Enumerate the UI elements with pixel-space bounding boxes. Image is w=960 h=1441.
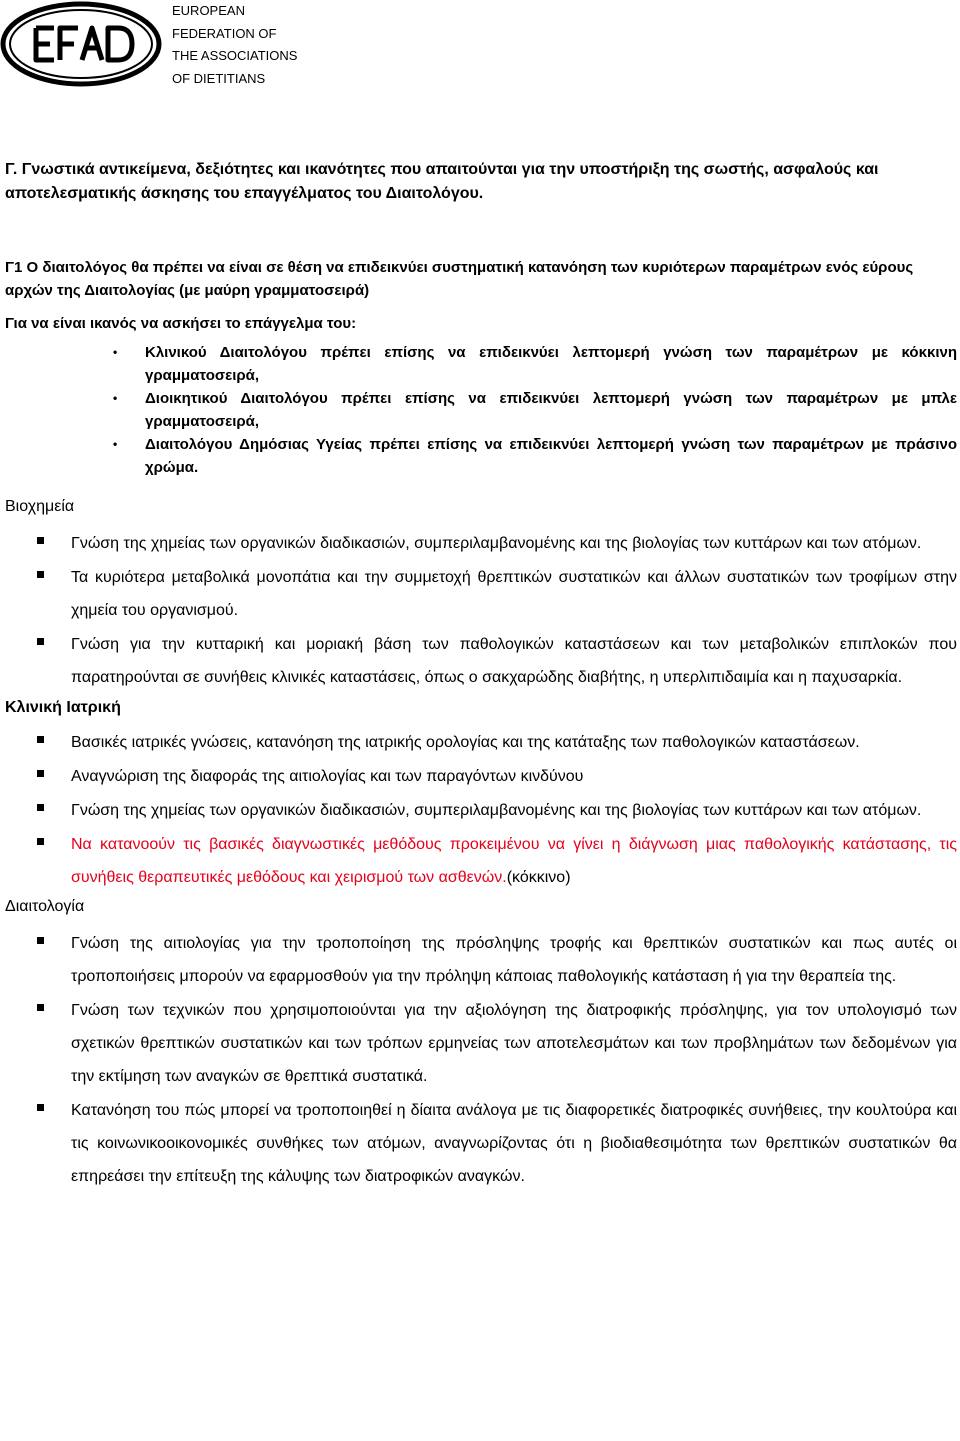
efad-logo (0, 0, 162, 90)
clinical-list (5, 726, 957, 894)
org-line: FEDERATION OF (172, 25, 277, 41)
red-note: (κόκκινο) (506, 869, 571, 886)
role-item: • Διοικητικού Διαιτολόγου πρέπει επίσης να επιδεικνύει λεπτομερή γνώση των παραμέτρων με μπλε γραμματοσειρά, (145, 387, 957, 433)
biochem-title: Βιοχημεία (5, 498, 75, 515)
org-line: THE ASSOCIATIONS (172, 48, 298, 63)
biochem-list (5, 527, 957, 694)
role-item: • Κλινικού Διαιτολόγου πρέπει επίσης να επιδεικνύει λεπτομερή γνώση των παραμέτρων με κόκκινη γραμματοσειρά, (145, 341, 957, 387)
role-item: • Διαιτολόγου Δημόσιας Υγείας πρέπει επίσης να επιδεικνύει λεπτομερή γνώση των παραμέτρων με πράσινο χρώμα. (145, 433, 957, 479)
dietetics-title: Διαιτολογία (5, 898, 85, 915)
list-item: Γνώση της αιτιολογίας για την τροποποίηση της πρόσληψης τροφής και θρεπτικών συστατικών και πως αυτές οι τροποποιήσεις μπορούν να εφαρμοσθούν για την πρόληψη κάποιας παθολογικής κατάσταση ή για την θεραπεία της. (71, 927, 957, 993)
list-item: Γνώση της χημείας των οργανικών διαδικασιών, συμπεριλαμβανομένης και της βιολογίας των κυττάρων και των ατόμων. (71, 527, 957, 560)
list-item: Γνώση για την κυτταρική και μοριακή βάση των παθολογικών καταστάσεων και των μεταβολικών επιπλοκών που παρατηρούνται σε συνήθεις κλινικές καταστάσεις, όπως ο σακχαρώδης διαβήτης, η υπερλιπιδαιμία και η παχυσαρκία. (71, 628, 957, 694)
list-item-red (71, 828, 957, 894)
g1-heading: Γ1 Ο διαιτολόγος θα πρέπει να είναι σε θέση να επιδεικνύει συστηματική κατανόηση των κυριότερων παραμέτρων ενός εύρους αρχών της Διαιτολογίας (με μαύρη γραμματοσειρά) (5, 259, 914, 299)
page-header (0, 0, 960, 100)
list-item: Τα κυριότερα μεταβολικά μονοπάτια και την συμμετοχή θρεπτικών συστατικών και άλλων συστατικών των τροφίμων στην χημεία του οργανισμού. (71, 561, 957, 627)
intro-text: Για να είναι ικανός να ασκήσει το επάγγελμα του: (5, 315, 357, 332)
red-text: Να κατανοούν τις βασικές διαγνωστικές μεθόδους προκειμένου να γίνει η διάγνωση μιας παθολογικής κατάστασης, τις συνήθεις θεραπευτικές μεθόδους και χειρισμού των ασθενών. (71, 836, 957, 886)
organization-name (172, 0, 297, 90)
list-item: Γνώση της χημείας των οργανικών διαδικασιών, συμπεριλαμβανομένης και της βιολογίας των κυττάρων και των ατόμων. (71, 794, 957, 827)
clinical-title: Κλινική Ιατρική (5, 699, 121, 716)
list-item: Γνώση των τεχνικών που χρησιμοποιούνται για την αξιολόγηση της διατροφικής πρόσληψης, για τον υπολογισμό των σχετικών θρεπτικών συστατικών και των τρόπων ερμηνείας των αποτελεσμάτων και των προβλημάτων των δεδομένων για την εκτίμηση των αναγκών σε θρεπτικά συστατικά. (71, 994, 957, 1093)
org-line: EUROPEAN (172, 3, 245, 18)
list-item: Αναγνώριση της διαφοράς της αιτιολογίας και των παραγόντων κινδύνου (71, 760, 957, 793)
org-line: OF DIETITIANS (172, 70, 266, 86)
section-heading: Γ. Γνωστικά αντικείμενα, δεξιότητες και ικανότητες που απαιτούνται για την υποστήριξη της σωστής, ασφαλούς και αποτελεσματικής άσκησης του επαγγέλματος του Διαιτολόγου. (5, 161, 879, 202)
document-body (5, 158, 957, 1194)
list-item: Κατανόηση του πώς μπορεί να τροποποιηθεί η δίαιτα ανάλογα με τις διαφορετικές διατροφικές συνήθειες, την κουλτούρα και τις κοινωνικοοικονομικές συνθήκες των ατόμων, αναγνωρίζοντας ότι η βιοδιαθεσιμότητα των θρεπτικών συστατικών θα επηρεάσει την επίτευξη της κάλυψης των διατροφικών αναγκών. (71, 1094, 957, 1193)
list-item: Βασικές ιατρικές γνώσεις, κατανόηση της ιατρικής ορολογίας και της κατάταξης των παθολογικών καταστάσεων. (71, 726, 957, 759)
role-list (5, 341, 957, 479)
dietetics-list (5, 927, 957, 1193)
